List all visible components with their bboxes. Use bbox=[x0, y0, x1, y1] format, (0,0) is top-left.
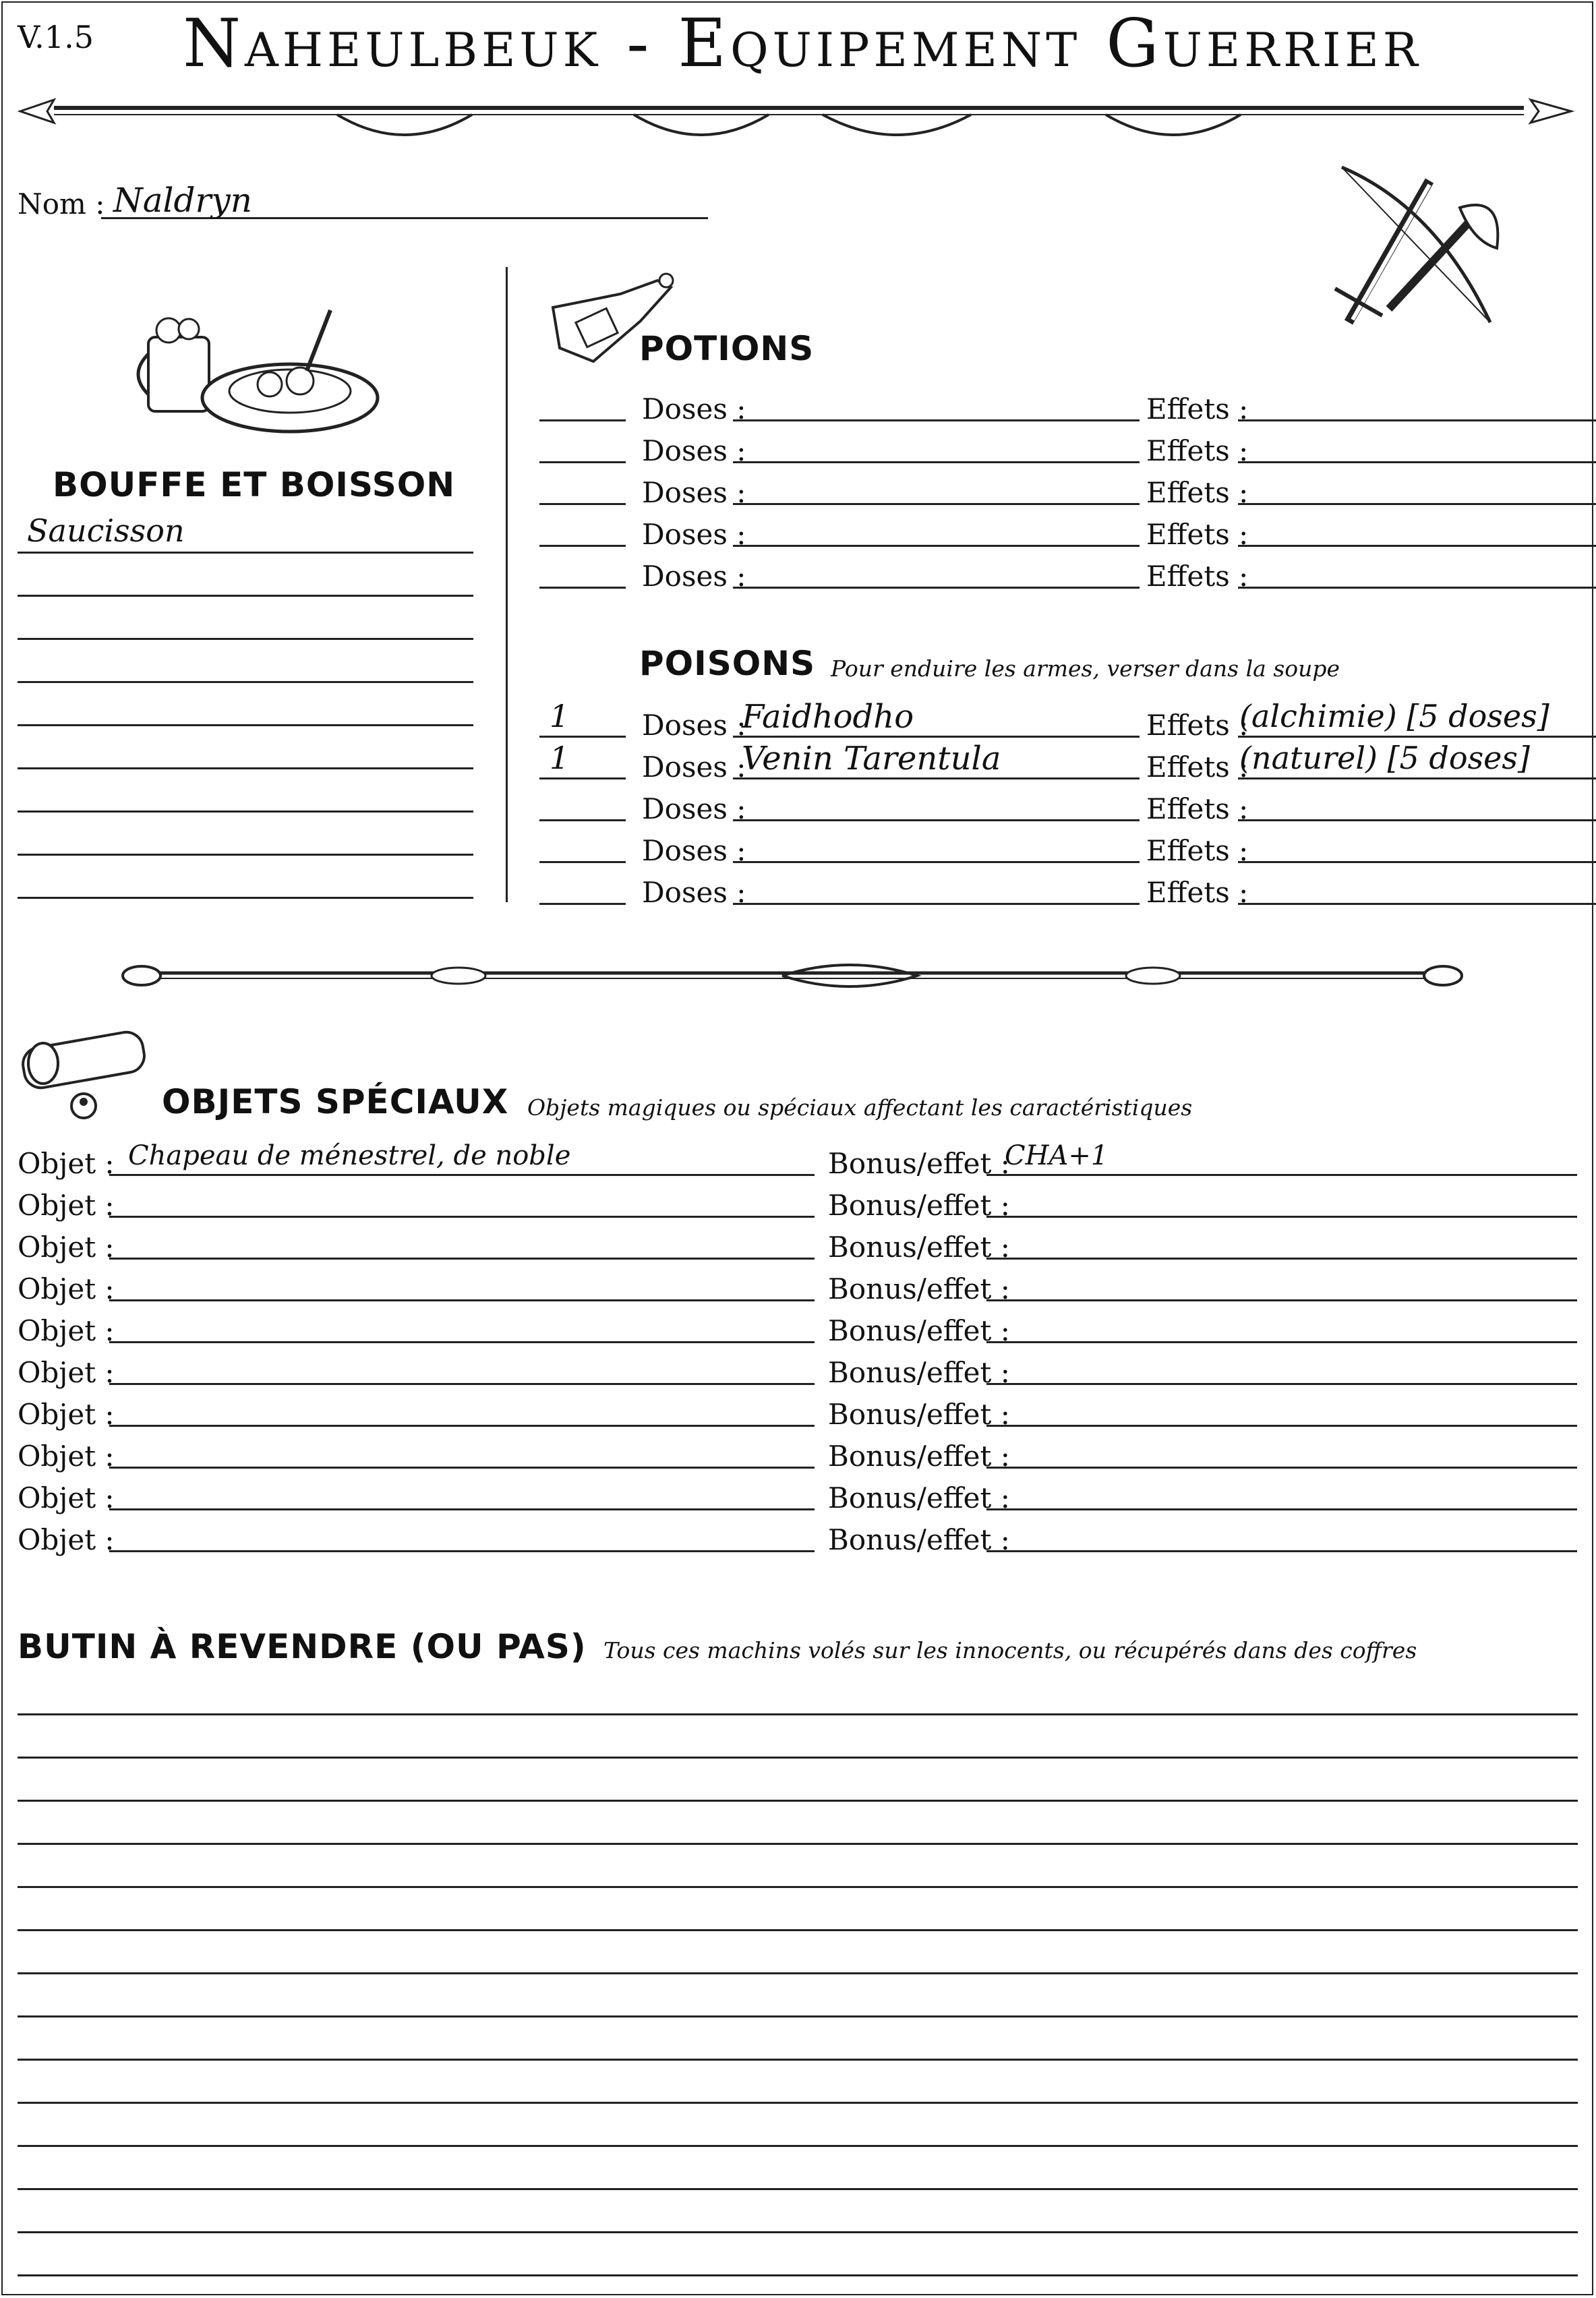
potions-heading: POTIONS bbox=[639, 329, 815, 368]
object-line bbox=[109, 1341, 815, 1343]
object-line bbox=[109, 1508, 815, 1510]
object-line bbox=[109, 1299, 815, 1301]
loot-heading: BUTIN À REVENDRE (OU PAS) bbox=[18, 1627, 587, 1666]
bonus-line bbox=[986, 1383, 1577, 1385]
bonus-line bbox=[986, 1550, 1577, 1552]
object-line bbox=[109, 1550, 815, 1552]
qty-line bbox=[539, 545, 626, 547]
bonus-label: Bonus/effet : bbox=[828, 1272, 1010, 1305]
name-label: Nom : bbox=[18, 187, 105, 220]
bonus-label: Bonus/effet : bbox=[828, 1481, 1010, 1514]
name-value[interactable]: Naldryn bbox=[113, 181, 252, 220]
effects-label: Effets : bbox=[1146, 792, 1249, 825]
qty-line bbox=[539, 819, 626, 821]
doses-line bbox=[733, 736, 1140, 738]
effects-label: Effets : bbox=[1146, 876, 1249, 909]
food-line bbox=[18, 811, 473, 813]
loot-line[interactable] bbox=[18, 1757, 1578, 1759]
loot-line[interactable] bbox=[18, 2015, 1578, 2017]
food-line bbox=[18, 767, 473, 769]
bonus-label: Bonus/effet : bbox=[828, 1147, 1010, 1180]
food-line bbox=[18, 552, 473, 554]
effects-line bbox=[1238, 819, 1596, 821]
bonus-label: Bonus/effet : bbox=[828, 1356, 1010, 1389]
qty-line bbox=[539, 503, 626, 505]
qty-line bbox=[539, 861, 626, 863]
doses-label: Doses : bbox=[642, 434, 746, 467]
bonus-label: Bonus/effet : bbox=[828, 1523, 1010, 1556]
qty-line bbox=[539, 461, 626, 463]
doses-label: Doses : bbox=[642, 792, 746, 825]
loot-note: Tous ces machins volés sur les innocents, ou récupérés dans des coffres bbox=[603, 1637, 1417, 1663]
qty-value[interactable]: 1 bbox=[550, 698, 570, 734]
loot-line[interactable] bbox=[18, 1929, 1578, 1931]
doses-value[interactable]: Venin Tarentula bbox=[742, 740, 1001, 777]
effects-value[interactable]: (alchimie) [5 doses] bbox=[1239, 698, 1549, 734]
qty-line bbox=[539, 903, 626, 905]
effects-line bbox=[1238, 861, 1596, 863]
version-label: V.1.5 bbox=[18, 19, 94, 55]
doses-line bbox=[733, 587, 1140, 589]
doses-line bbox=[733, 545, 1140, 547]
doses-label: Doses : bbox=[642, 476, 746, 509]
doses-label: Doses : bbox=[642, 876, 746, 909]
effects-line bbox=[1238, 903, 1596, 905]
loot-line[interactable] bbox=[18, 1843, 1578, 1845]
effects-line bbox=[1238, 587, 1596, 589]
loot-line[interactable] bbox=[18, 2231, 1578, 2233]
scroll-ring-icon bbox=[16, 1026, 158, 1127]
bonus-label: Bonus/effet : bbox=[828, 1231, 1010, 1264]
food-item[interactable]: Saucisson bbox=[27, 512, 185, 549]
loot-line[interactable] bbox=[18, 2145, 1578, 2147]
effects-value[interactable]: (naturel) [5 doses] bbox=[1239, 740, 1530, 776]
object-line bbox=[109, 1216, 815, 1218]
object-line bbox=[109, 1425, 815, 1427]
crossed-weapons-icon bbox=[1328, 154, 1524, 336]
effects-label: Effets : bbox=[1146, 434, 1249, 467]
effects-line bbox=[1238, 461, 1596, 463]
qty-line bbox=[539, 587, 626, 589]
bonus-value[interactable]: CHA+1 bbox=[1005, 1140, 1109, 1171]
food-line bbox=[18, 595, 473, 597]
bonus-line bbox=[986, 1258, 1577, 1260]
bonus-label: Bonus/effet : bbox=[828, 1440, 1010, 1473]
qty-line bbox=[539, 777, 626, 779]
effects-line bbox=[1238, 777, 1596, 779]
object-line bbox=[109, 1258, 815, 1260]
page-title: Naheulbeuk - Equipement Guerrier bbox=[183, 5, 1422, 82]
doses-label: Doses : bbox=[642, 709, 746, 742]
loot-line[interactable] bbox=[18, 2059, 1578, 2061]
object-label: Objet : bbox=[18, 1440, 115, 1473]
effects-line bbox=[1238, 736, 1596, 738]
food-line bbox=[18, 638, 473, 640]
loot-line[interactable] bbox=[18, 1886, 1578, 1888]
bonus-line bbox=[986, 1174, 1577, 1176]
doses-line bbox=[733, 419, 1140, 421]
object-label: Objet : bbox=[18, 1272, 115, 1305]
qty-line bbox=[539, 736, 626, 738]
staff-divider bbox=[121, 954, 1463, 995]
object-line bbox=[109, 1467, 815, 1469]
object-label: Objet : bbox=[18, 1147, 115, 1180]
loot-line[interactable] bbox=[18, 1972, 1578, 1974]
doses-line bbox=[733, 461, 1140, 463]
object-label: Objet : bbox=[18, 1314, 115, 1347]
bonus-line bbox=[986, 1299, 1577, 1301]
loot-line[interactable] bbox=[18, 1800, 1578, 1802]
effects-label: Effets : bbox=[1146, 560, 1249, 593]
bonus-label: Bonus/effet : bbox=[828, 1398, 1010, 1431]
bonus-line bbox=[986, 1216, 1577, 1218]
bonus-line bbox=[986, 1341, 1577, 1343]
object-line bbox=[109, 1383, 815, 1385]
object-label: Objet : bbox=[18, 1189, 115, 1222]
effects-label: Effets : bbox=[1146, 518, 1249, 551]
food-heading: BOUFFE ET BOISSON bbox=[53, 465, 456, 504]
doses-label: Doses : bbox=[642, 560, 746, 593]
loot-line[interactable] bbox=[18, 2274, 1578, 2276]
object-label: Objet : bbox=[18, 1356, 115, 1389]
food-line bbox=[18, 681, 473, 683]
bonus-label: Bonus/effet : bbox=[828, 1189, 1010, 1222]
object-line bbox=[109, 1174, 815, 1176]
effects-label: Effets : bbox=[1146, 750, 1249, 784]
doses-label: Doses : bbox=[642, 392, 746, 425]
effects-line bbox=[1238, 545, 1596, 547]
doses-line bbox=[733, 903, 1140, 905]
effects-label: Effets : bbox=[1146, 709, 1249, 742]
poisons-note: Pour enduire les armes, verser dans la soupe bbox=[831, 655, 1340, 682]
qty-value[interactable]: 1 bbox=[550, 740, 570, 776]
doses-line bbox=[733, 503, 1140, 505]
object-label: Objet : bbox=[18, 1398, 115, 1431]
loot-line[interactable] bbox=[18, 2188, 1578, 2190]
poisons-heading: POISONS bbox=[639, 644, 816, 683]
effects-line bbox=[1238, 503, 1596, 505]
doses-label: Doses : bbox=[642, 518, 746, 551]
object-label: Objet : bbox=[18, 1481, 115, 1514]
food-line bbox=[18, 854, 473, 856]
effects-label: Effets : bbox=[1146, 392, 1249, 425]
object-value[interactable]: Chapeau de ménestrel, de noble bbox=[128, 1140, 571, 1171]
doses-line bbox=[733, 819, 1140, 821]
object-label: Objet : bbox=[18, 1231, 115, 1264]
loot-line[interactable] bbox=[18, 2102, 1578, 2104]
qty-line bbox=[539, 419, 626, 421]
effects-label: Effets : bbox=[1146, 834, 1249, 867]
effects-line bbox=[1238, 419, 1596, 421]
spear-divider bbox=[13, 81, 1585, 148]
loot-line[interactable] bbox=[18, 1713, 1578, 1715]
effects-label: Effets : bbox=[1146, 476, 1249, 509]
doses-line bbox=[733, 861, 1140, 863]
special-items-note: Objets magiques ou spéciaux affectant les caractéristiques bbox=[527, 1094, 1193, 1121]
bonus-line bbox=[986, 1508, 1577, 1510]
bonus-line bbox=[986, 1425, 1577, 1427]
doses-label: Doses : bbox=[642, 750, 746, 784]
column-divider bbox=[506, 267, 508, 902]
doses-label: Doses : bbox=[642, 834, 746, 867]
bonus-label: Bonus/effet : bbox=[828, 1314, 1010, 1347]
food-plate-icon bbox=[135, 297, 384, 445]
food-line bbox=[18, 724, 473, 726]
food-line bbox=[18, 897, 473, 899]
doses-line bbox=[733, 777, 1140, 779]
bonus-line bbox=[986, 1467, 1577, 1469]
special-items-heading: OBJETS SPÉCIAUX bbox=[162, 1082, 509, 1121]
doses-value[interactable]: Faidhodho bbox=[742, 698, 914, 736]
object-label: Objet : bbox=[18, 1523, 115, 1556]
